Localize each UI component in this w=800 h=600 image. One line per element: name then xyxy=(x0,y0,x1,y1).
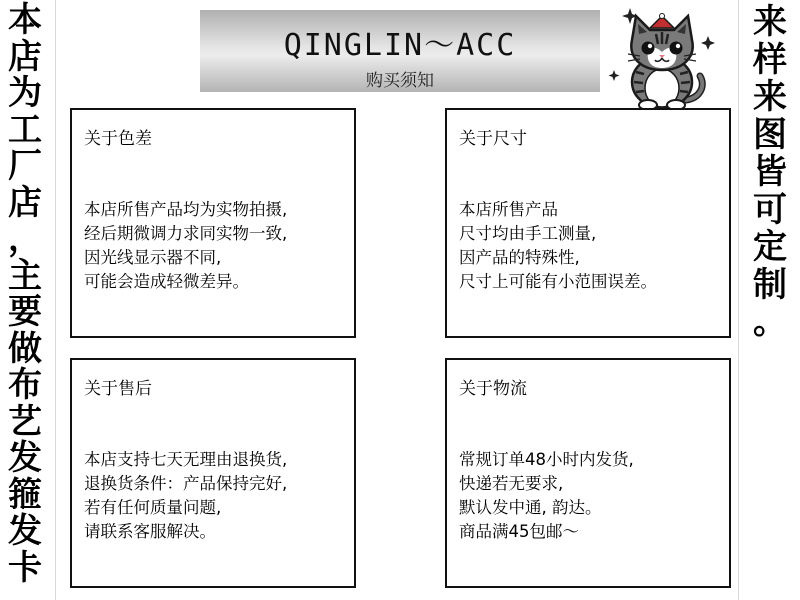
left-banner-char: 艺 xyxy=(8,401,42,442)
card-line: 常规订单48小时内发货, xyxy=(459,450,634,469)
card-color-difference xyxy=(70,108,356,338)
page-subtitle: 购买须知 xyxy=(366,71,434,91)
left-banner-char: 要 xyxy=(8,292,42,332)
card-line: 本店所售产品均为实物拍摄, xyxy=(84,200,288,219)
right-banner-char: 样 xyxy=(753,39,787,80)
card-line: 若有任何质量问题, xyxy=(84,498,222,517)
right-banner-char: 制 xyxy=(753,264,787,305)
left-banner-char: 厂 xyxy=(8,146,42,186)
right-banner-char: 皆 xyxy=(753,152,787,192)
right-banner-char: 来 xyxy=(753,2,787,42)
left-divider xyxy=(55,0,56,600)
card-line: 因产品的特殊性, xyxy=(459,248,580,267)
left-banner-char: 店 xyxy=(8,182,42,223)
card-line: 尺寸均由手工测量, xyxy=(459,224,597,243)
left-banner-char: 发 xyxy=(8,438,42,478)
left-banner-char: 工 xyxy=(8,109,42,150)
right-banner-char: 定 xyxy=(753,227,787,267)
card-body xyxy=(84,198,287,294)
right-banner-char: 。 xyxy=(753,302,787,342)
left-banner-char: 店 xyxy=(8,36,42,77)
card-body xyxy=(459,448,634,544)
card-line: 因光线显示器不同, xyxy=(84,248,222,267)
right-banner-text xyxy=(740,4,800,342)
left-banner-text xyxy=(0,2,50,586)
left-banner-char: 本 xyxy=(8,0,42,40)
right-divider xyxy=(738,0,739,600)
card-title: 关于物流 xyxy=(459,379,527,399)
card-title: 关于尺寸 xyxy=(459,129,527,149)
card-body xyxy=(84,448,287,544)
left-banner-char: 主 xyxy=(8,255,42,296)
right-banner-char: 来 xyxy=(753,77,787,117)
card-line: 商品满45包邮～ xyxy=(459,522,579,541)
shop-title: QINGLIN～ACC xyxy=(283,28,517,63)
sparkle-icon xyxy=(701,36,715,50)
card-logistics xyxy=(445,358,731,588)
card-line: 本店支持七天无理由退换货, xyxy=(84,450,288,469)
left-banner-char: ， xyxy=(8,219,42,259)
card-line: 退换货条件：产品保持完好, xyxy=(84,474,288,493)
right-banner-char: 可 xyxy=(753,189,787,230)
left-banner-char: 做 xyxy=(8,328,42,369)
cat-mascot-icon xyxy=(600,2,720,112)
card-line: 默认发中通, 韵达。 xyxy=(459,498,602,517)
card-line: 本店所售产品 xyxy=(459,200,558,219)
card-line: 经后期微调力求同实物一致, xyxy=(84,224,288,243)
right-vertical-banner xyxy=(740,0,800,600)
card-line: 尺寸上可能有小范围误差。 xyxy=(459,272,657,291)
card-line: 请联系客服解决。 xyxy=(84,522,216,541)
right-banner-char: 图 xyxy=(753,114,787,155)
left-banner-char: 发 xyxy=(8,511,42,551)
card-title: 关于售后 xyxy=(84,379,152,399)
card-title: 关于色差 xyxy=(84,129,152,149)
left-vertical-banner xyxy=(0,0,50,600)
sparkle-icon xyxy=(609,70,620,81)
card-size xyxy=(445,108,731,338)
card-line: 快递若无要求, xyxy=(459,474,564,493)
card-line: 可能会造成轻微差异。 xyxy=(84,272,249,291)
header-banner xyxy=(200,10,600,92)
left-banner-char: 箍 xyxy=(8,474,42,515)
left-banner-char: 布 xyxy=(8,365,42,405)
left-banner-char: 为 xyxy=(8,73,42,113)
left-banner-char: 卡 xyxy=(8,547,42,588)
card-after-sale xyxy=(70,358,356,588)
card-body xyxy=(459,198,657,294)
